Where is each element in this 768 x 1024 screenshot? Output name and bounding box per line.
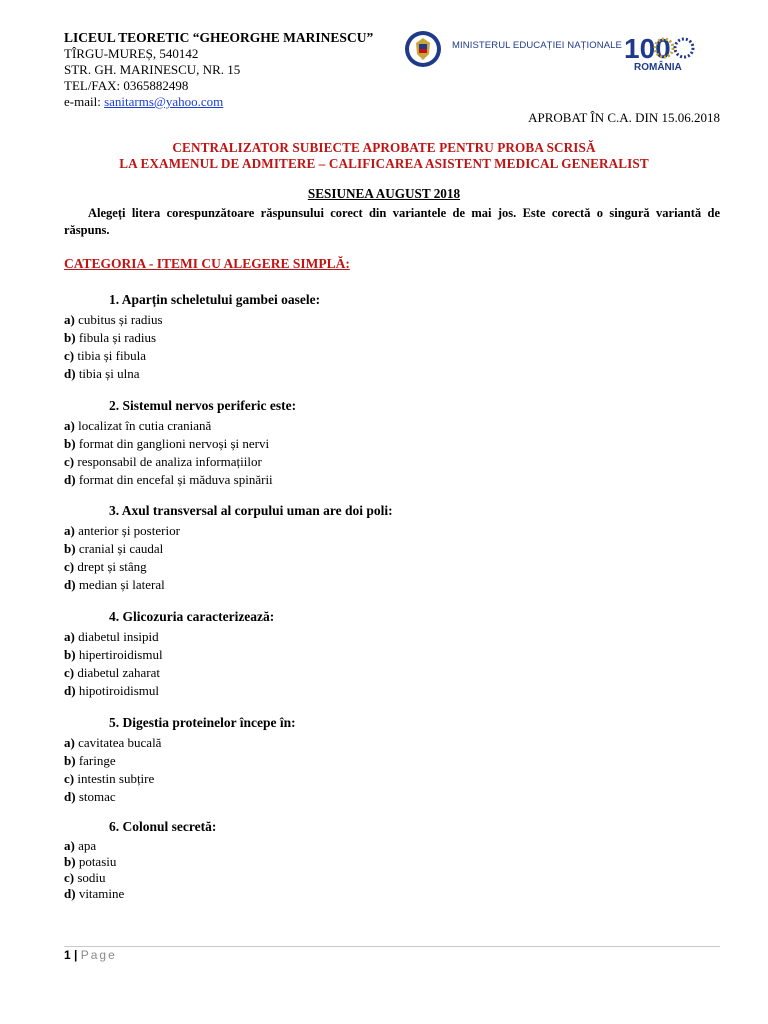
session-heading: SESIUNEA AUGUST 2018 (307, 186, 461, 201)
romania-government-logo-icon (404, 30, 442, 68)
answer-option-a: a) localizat în cutia craniană (64, 418, 212, 433)
ministry-name: MINISTERUL EDUCAȚIEI NAȚIONALE (452, 40, 622, 51)
page-footer (64, 948, 117, 962)
answer-option-c: c) responsabil de analiza informațiilor (64, 454, 262, 469)
answer-option-d: d) stomac (64, 789, 116, 804)
answer-option-a: a) diabetul insipid (64, 629, 159, 644)
answer-option-a: a) cubitus și radius (64, 312, 163, 327)
answer-option-c: c) diabetul zaharat (64, 665, 161, 680)
question-title: 6. Colonul secretă: (109, 819, 217, 834)
question-1 (64, 291, 704, 383)
document-title-line-1: CENTRALIZATOR SUBIECTE APROBATE PENTRU PROBA SCRISĂ (172, 140, 596, 155)
romania-centenar-logo-icon (620, 28, 704, 76)
answer-option-d: d) median și lateral (64, 577, 165, 592)
answer-option-b: b) format din ganglioni nervoși și nervi (64, 436, 270, 451)
question-title: 1. Aparțin scheletului gambei oasele: (109, 292, 321, 307)
school-email-row (64, 94, 373, 110)
school-city: TÎRGU-MUREȘ, 540142 (64, 46, 199, 61)
school-header (64, 30, 373, 110)
answer-option-b: b) hipertiroidismul (64, 647, 163, 662)
email-label: e-mail: (64, 94, 105, 109)
answer-option-d: d) format din encefal și măduva spinării (64, 472, 273, 487)
footer-divider (64, 946, 720, 947)
answer-option-b: b) cranial și caudal (64, 541, 164, 556)
question-title: 5. Digestia proteinelor începe în: (109, 715, 296, 730)
page-number: 1 (64, 948, 71, 962)
answer-option-d: d) tibia și ulna (64, 366, 140, 381)
school-street: STR. GH. MARINESCU, NR. 15 (64, 62, 241, 77)
answer-option-d: d) vitamine (64, 886, 125, 901)
answer-option-d: d) hipotiroidismul (64, 683, 159, 698)
answer-option-c: c) intestin subțire (64, 771, 155, 786)
question-5 (64, 714, 704, 806)
instructions-text: Alegeți litera corespunzătoare răspunsului corect din variantele de mai jos. Este corectă o singură variantă de răspuns. (64, 206, 720, 237)
answer-option-a: a) anterior și posterior (64, 523, 180, 538)
document-title-line-2: LA EXAMENUL DE ADMITERE – CALIFICAREA ASISTENT MEDICAL GENERALIST (119, 156, 649, 171)
question-title: 3. Axul transversal al corpului uman are doi poli: (109, 503, 393, 518)
category-heading: CATEGORIA - ITEMI CU ALEGERE SIMPLĂ: (64, 256, 350, 271)
centenar-label: ROMÂNIA (634, 62, 682, 73)
answer-option-c: c) drept și stâng (64, 559, 147, 574)
school-name: LICEUL TEORETIC “GHEORGHE MARINESCU” (64, 30, 374, 45)
answer-option-c: c) tibia și fibula (64, 348, 146, 363)
question-2 (64, 397, 704, 489)
email-link[interactable]: sanitarms@yahoo.com (104, 94, 224, 109)
answer-option-b: b) faringe (64, 753, 116, 768)
logo-bar (404, 28, 704, 76)
question-4 (64, 608, 704, 700)
question-6 (64, 818, 704, 902)
footer-separator: | (70, 948, 81, 962)
question-3 (64, 502, 704, 594)
school-telfax: TEL/FAX: 0365882498 (64, 78, 189, 93)
question-title: 4. Glicozuria caracterizează: (109, 609, 275, 624)
answer-option-c: c) sodiu (64, 870, 106, 885)
centenar-number: 100 (624, 33, 671, 64)
answer-option-a: a) apa (64, 838, 97, 853)
answer-option-b: b) fibula și radius (64, 330, 157, 345)
answer-option-a: a) cavitatea bucală (64, 735, 162, 750)
page-label: Page (80, 948, 117, 962)
answer-option-b: b) potasiu (64, 854, 117, 869)
question-title: 2. Sistemul nervos periferic este: (109, 398, 297, 413)
approval-note: APROBAT ÎN C.A. DIN 15.06.2018 (528, 110, 720, 125)
